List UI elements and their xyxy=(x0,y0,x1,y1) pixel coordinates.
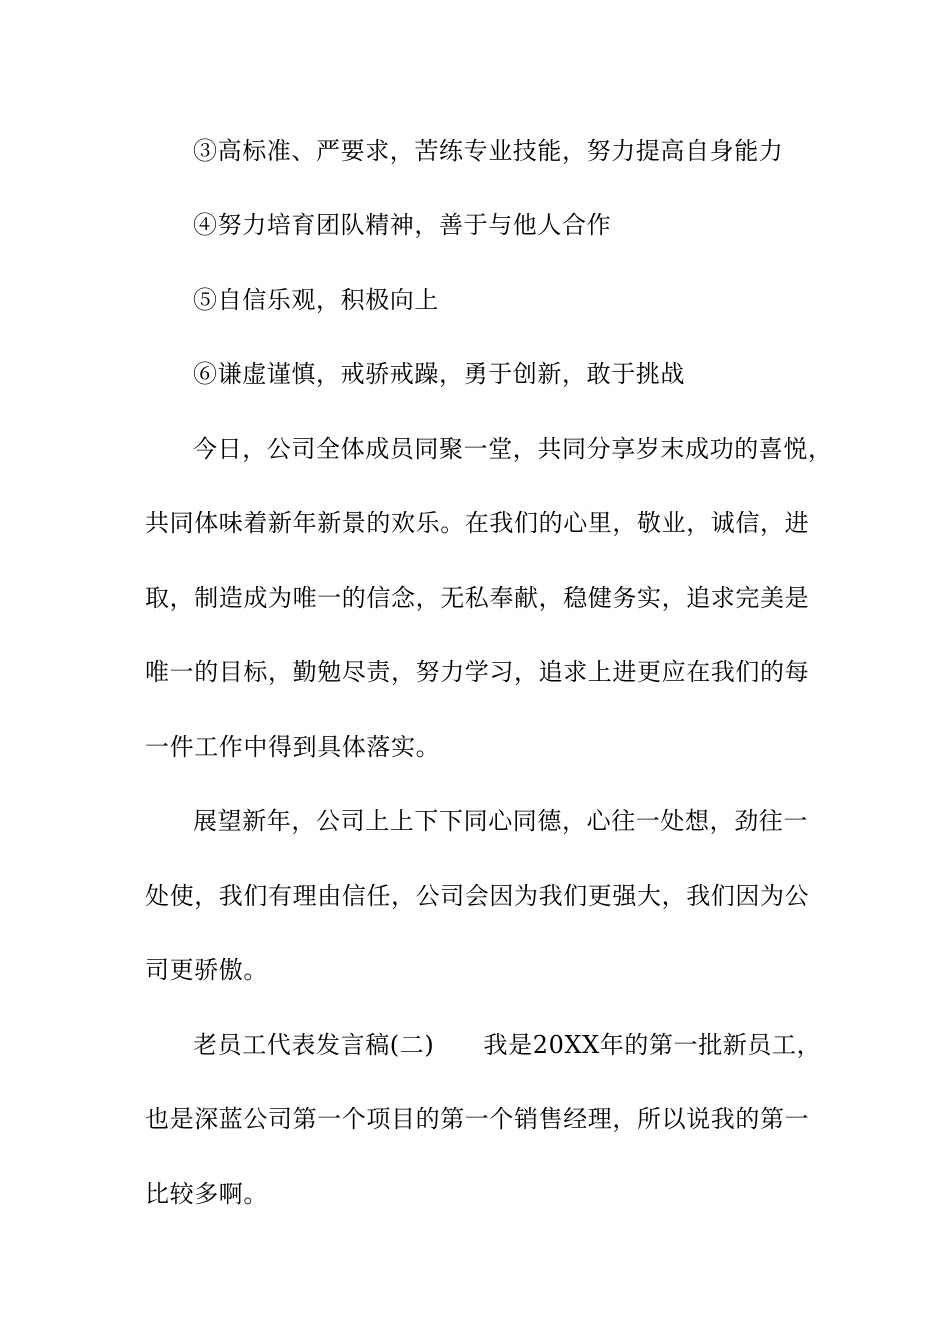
paragraph-line: 共同体味着新年新景的欢乐。在我们的心里，敬业，诚信，进 xyxy=(145,509,810,537)
paragraph-line: 比较多啊。 xyxy=(145,1180,268,1208)
paragraph-line: 展望新年，公司上上下下同心同德，心往一处想，劲往一 xyxy=(193,807,808,835)
list-item-3: ③高标准、严要求，苦练专业技能，努力提高自身能力 xyxy=(193,137,784,165)
paragraph-line: 老员工代表发言稿(二) 我是20XX年的第一批新员工， xyxy=(193,1031,822,1059)
paragraph-line: 唯一的目标，勤勉尽责，努力学习，追求上进更应在我们的每 xyxy=(145,658,810,686)
paragraph-line: 取，制造成为唯一的信念，无私奉献，稳健务实，追求完美是 xyxy=(145,584,810,612)
paragraph-line: 也是深蓝公司第一个项目的第一个销售经理，所以说我的第一 xyxy=(145,1105,810,1133)
paragraph-line: 司更骄傲。 xyxy=(145,956,268,984)
list-item-5: ⑤自信乐观，积极向上 xyxy=(193,286,439,314)
list-item-6: ⑥谦虚谨慎，戒骄戒躁，勇于创新，敢于挑战 xyxy=(193,360,685,388)
paragraph-line: 一件工作中得到具体落实。 xyxy=(145,733,441,761)
paragraph-line: 处使，我们有理由信任，公司会因为我们更强大，我们因为公 xyxy=(145,882,810,910)
list-item-4: ④努力培育团队精神，善于与他人合作 xyxy=(193,211,612,239)
paragraph-line: 今日，公司全体成员同聚一堂，共同分享岁末成功的喜悦， xyxy=(193,435,833,463)
